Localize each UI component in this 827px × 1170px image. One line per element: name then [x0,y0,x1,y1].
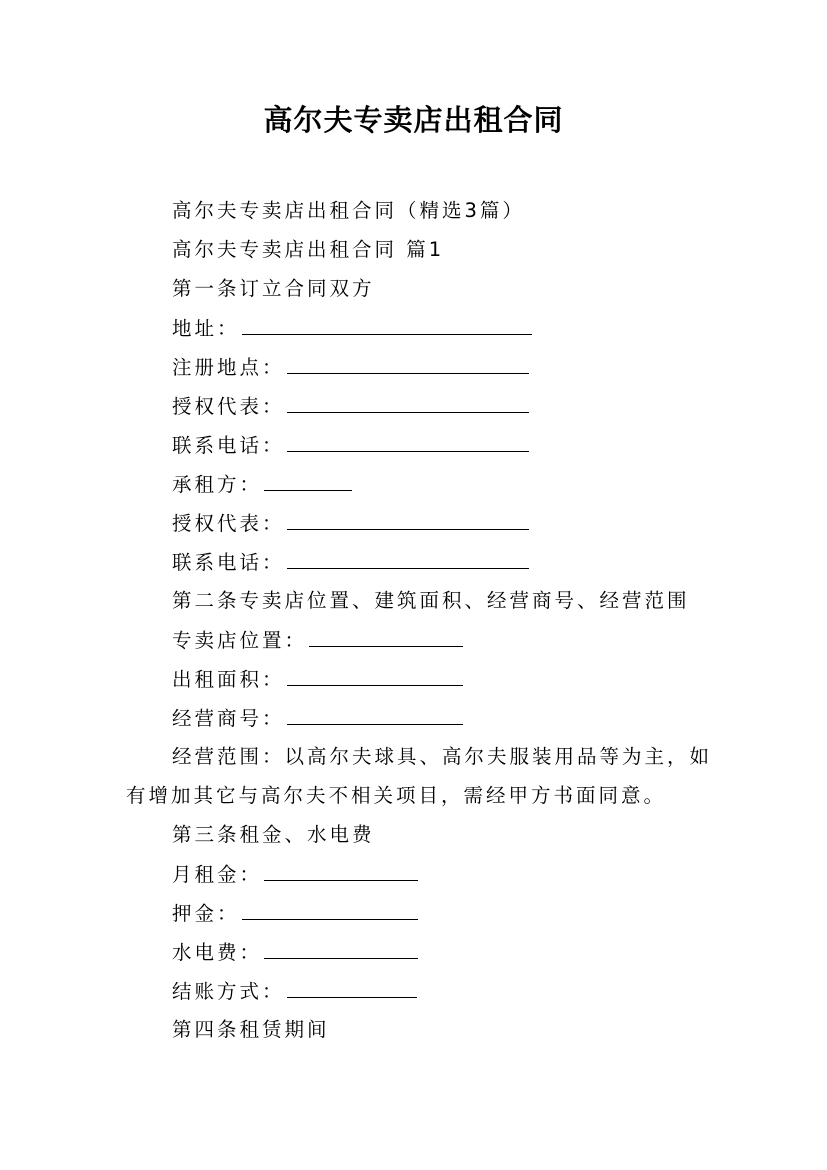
lessee-label: 承租方： [172,473,263,496]
trade-name-blank [287,706,463,725]
subtitle-line: 高尔夫专卖店出租合同（精选3篇） [172,199,525,222]
settlement-line [172,979,417,1004]
phone-line-2 [172,550,529,575]
utilities-blank [264,940,418,959]
address-line [172,316,532,341]
authorized-rep-blank-2 [287,511,529,530]
authorized-rep-blank-1 [287,394,529,413]
article-2-heading: 第二条专卖店位置、建筑面积、经营商号、经营范围 [172,589,690,612]
settlement-blank [287,979,417,998]
phone-blank-2 [287,550,529,569]
monthly-rent-label: 月租金： [172,863,263,886]
business-scope-line-1: 经营范围：以高尔夫球具、高尔夫服装用品等为主，如 [172,745,713,768]
authorized-rep-label-2: 授权代表： [172,512,285,535]
phone-line-1 [172,433,529,458]
rental-area-label: 出租面积： [172,668,285,691]
phone-label-1: 联系电话： [172,434,285,457]
shop-location-label: 专卖店位置： [172,629,308,652]
document-title: 高尔夫专卖店出租合同 [263,103,564,137]
lessee-blank [264,472,352,491]
deposit-label: 押金： [172,902,240,925]
authorized-rep-line-2 [172,511,529,536]
utilities-line [172,940,418,965]
deposit-line [172,901,418,926]
shop-location-line [172,628,463,653]
monthly-rent-blank [264,862,418,881]
address-label: 地址： [172,317,240,340]
phone-blank-1 [287,433,529,452]
part-heading: 高尔夫专卖店出租合同 篇1 [172,238,445,261]
authorized-rep-line-1 [172,394,529,419]
phone-label-2: 联系电话： [172,551,285,574]
lessee-line [172,472,352,497]
trade-name-line [172,706,463,731]
rental-area-line [172,667,463,692]
utilities-label: 水电费： [172,941,263,964]
business-scope-line-2: 有增加其它与高尔夫不相关项目，需经甲方书面同意。 [126,784,667,807]
article-1-heading: 第一条订立合同双方 [172,277,375,300]
registered-address-label: 注册地点： [172,356,285,379]
authorized-rep-label-1: 授权代表： [172,395,285,418]
shop-location-blank [309,628,463,647]
deposit-blank [242,901,418,920]
registered-address-line [172,355,529,380]
article-3-heading: 第三条租金、水电费 [172,823,375,846]
trade-name-label: 经营商号： [172,707,285,730]
address-blank [242,316,532,335]
settlement-label: 结账方式： [172,980,285,1003]
registered-address-blank [287,355,529,374]
rental-area-blank [287,667,463,686]
article-4-heading: 第四条租赁期间 [172,1018,330,1041]
monthly-rent-line [172,862,418,887]
